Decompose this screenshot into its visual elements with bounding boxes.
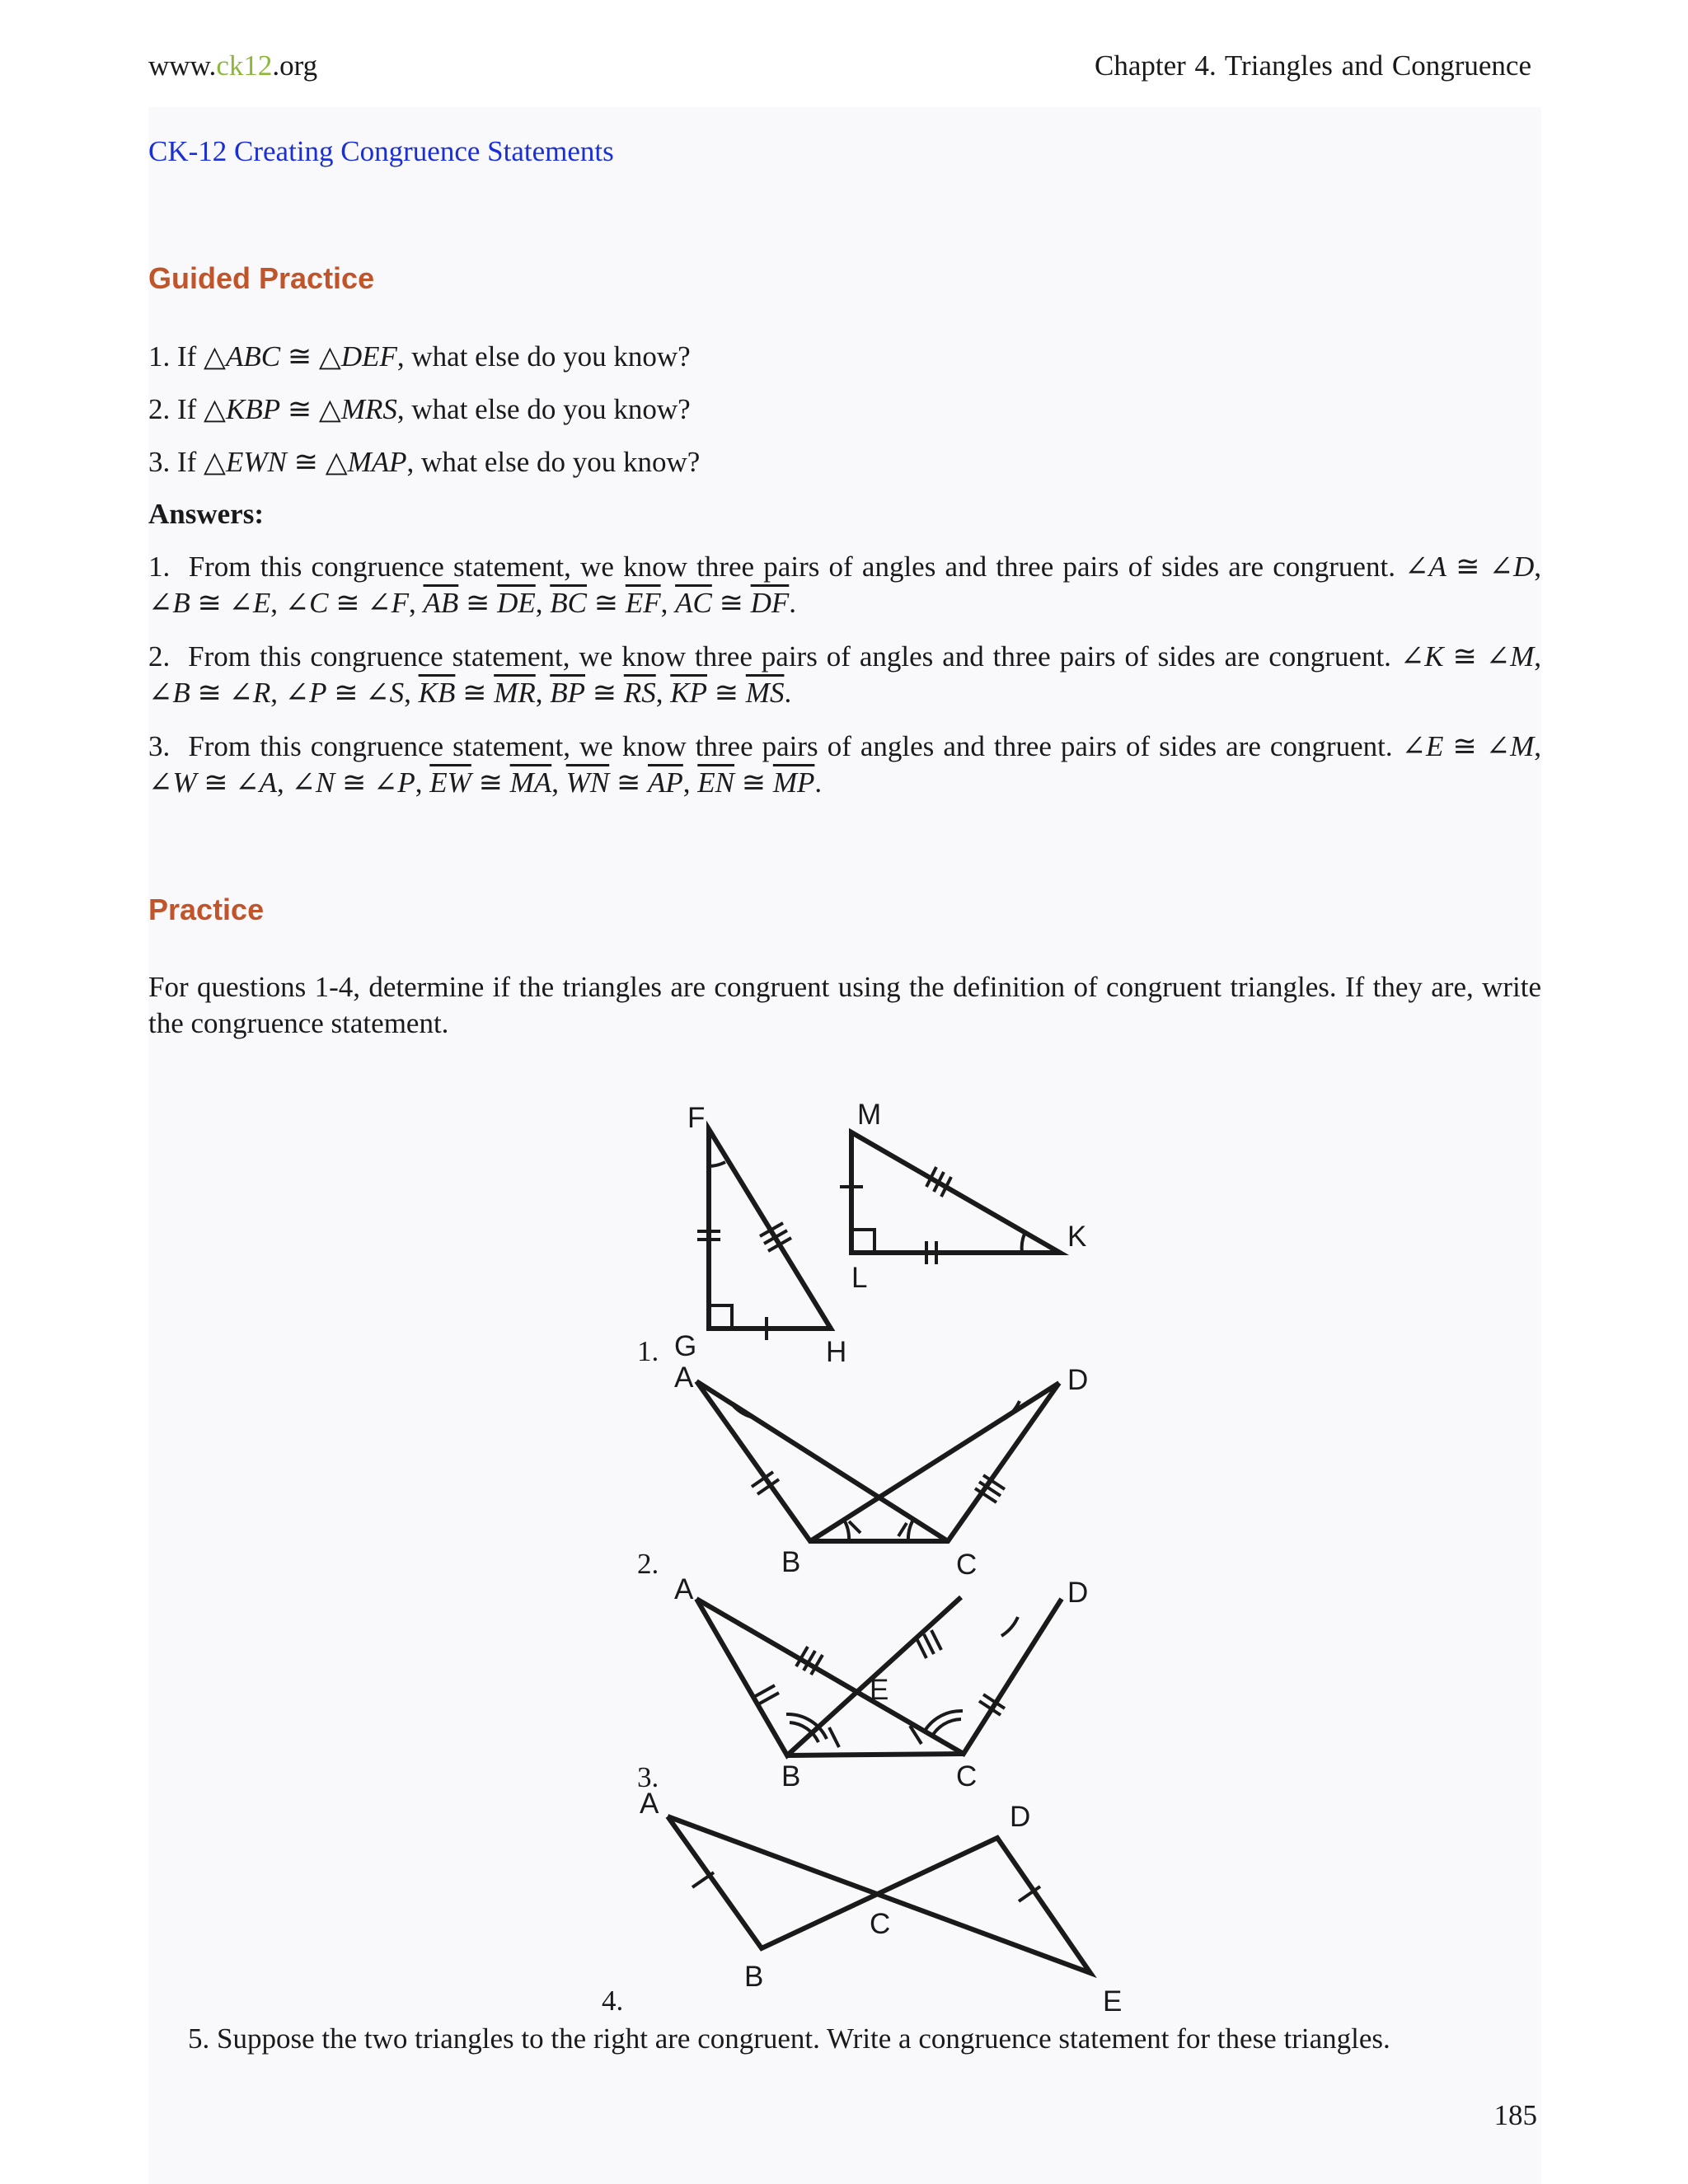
figure-3-labels xyxy=(674,1573,1088,1793)
label-e: E xyxy=(870,1674,889,1706)
label-c: C xyxy=(956,1549,978,1581)
answer-1: 1. From this congruence statement, we know three pairs of angles and three pairs of sides are congruent. ∠A ≅ ∠D, ∠B ≅ ∠E, ∠C ≅ ∠F, $\overline{AB}$ ≅ $\overline{DE}$, $\overline{BC}$ ≅ $\overline{EF}$, $\overline{AC}$ ≅ $\overline{DF}$. xyxy=(148,551,1542,619)
label-a: A xyxy=(674,1361,694,1394)
label-b: B xyxy=(781,1760,801,1793)
guided-question-1: 1. If △ABC ≅ △DEF, what else do you know? xyxy=(148,340,691,373)
question-number-3: 3. xyxy=(637,1761,659,1793)
label-d: D xyxy=(1067,1577,1089,1609)
label-h: H xyxy=(826,1336,847,1368)
question-number-2: 2. xyxy=(637,1548,659,1580)
video-link[interactable]: CK-12 Creating Congruence Statements xyxy=(148,135,614,167)
chapter-title: Chapter 4. Triangles and Congruence xyxy=(1095,49,1531,82)
label-b: B xyxy=(744,1961,764,1993)
question-number-4: 4. xyxy=(602,1985,624,2017)
guided-question-3: 3. If △EWN ≅ △MAP, what else do you know? xyxy=(148,446,701,478)
answer-2: 2. From this congruence statement, we know three pairs of angles and three pairs of sides are congruent. ∠K ≅ ∠M, ∠B ≅ ∠R, ∠P ≅ ∠S, $\overline{KB}$ ≅ $\overline{MR}$, $\overline{BP}$ ≅ $\overline{RS}$, $\overline{KP}$ ≅ $\overline{MS}$. xyxy=(148,640,1541,709)
label-a: A xyxy=(674,1573,694,1605)
figure-4-labels xyxy=(640,1788,1122,2018)
label-m: M xyxy=(857,1099,882,1131)
label-f: F xyxy=(687,1102,706,1134)
site-url[interactable]: www.ck12.org xyxy=(148,49,318,82)
label-a: A xyxy=(640,1788,659,1820)
answer-3: 3. From this congruence statement, we know three pairs of angles and three pairs of sides are congruent. ∠E ≅ ∠M, ∠W ≅ ∠A, ∠N ≅ ∠P, $\overline{EW}$ ≅ $\overline{MA}$, $\overline{WN}$ ≅ $\overline{AP}$, $\overline{EN}$ ≅ $\overline{MP}$. xyxy=(148,730,1541,799)
figure-2-labels xyxy=(674,1361,1088,1581)
practice-heading: Practice xyxy=(148,893,265,926)
label-k: K xyxy=(1067,1221,1087,1253)
guided-question-2: 2. If △KBP ≅ △MRS, what else do you know? xyxy=(148,393,691,425)
practice-question-5: 5. Suppose the two triangles to the right are congruent. Write a congruence statement for these triangles. xyxy=(188,2022,1390,2055)
label-c: C xyxy=(870,1908,891,1940)
page-number: 185 xyxy=(1493,2099,1537,2131)
label-e: E xyxy=(1103,1985,1123,2018)
figure-1-triangle-mlk xyxy=(840,1132,1060,1264)
label-b: B xyxy=(781,1546,801,1578)
figure-4-triangles xyxy=(668,1816,1090,1973)
label-g: G xyxy=(674,1330,697,1362)
practice-instructions: For questions 1-4, determine if the triangles are congruent using the definition of congruent triangles. If they are, write the congruence statement. xyxy=(148,971,1541,1039)
label-c: C xyxy=(956,1760,978,1793)
label-l: L xyxy=(851,1262,868,1294)
answers-label: Answers: xyxy=(148,498,264,530)
question-number-1: 1. xyxy=(637,1335,659,1367)
label-d: D xyxy=(1067,1364,1089,1396)
guided-practice-heading: Guided Practice xyxy=(148,261,375,295)
label-d: D xyxy=(1010,1801,1031,1833)
figure-1-triangle-fgh xyxy=(697,1129,831,1340)
figure-2-triangles xyxy=(696,1381,1059,1541)
